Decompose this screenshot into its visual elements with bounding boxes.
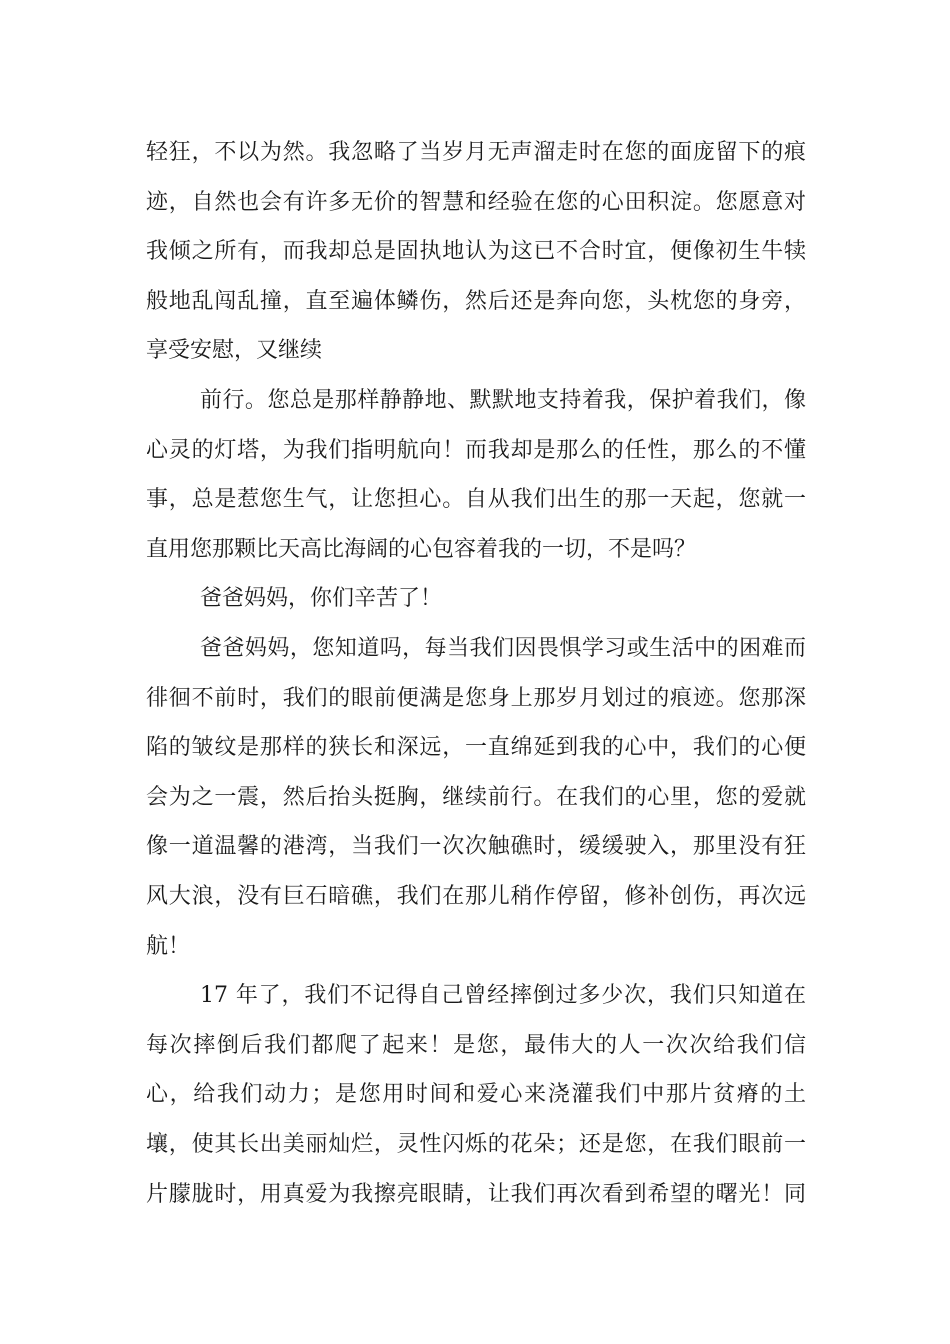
text-line: 航！: [146, 933, 191, 959]
text-line: 爸爸妈妈，你们辛苦了！: [200, 586, 443, 612]
text-line: 心灵的灯塔，为我们指明航向！而我却是那么的任性，那么的不懂: [146, 437, 806, 463]
text-line: 轻狂，不以为然。我忽略了当岁月无声溜走时在您的面庞留下的痕: [146, 140, 806, 165]
text-line: 徘徊不前时，我们的眼前便满是您身上那岁月划过的痕迹。您那深: [146, 685, 806, 711]
text-line: 心，给我们动力；是您用时间和爱心来浇灌我们中那片贫瘠的土: [146, 1082, 806, 1108]
text-line: 爸爸妈妈，您知道吗，每当我们因畏惧学习或生活中的困难而: [200, 636, 806, 661]
text-line: 迹，自然也会有许多无价的智慧和经验在您的心田积淀。您愿意对: [146, 189, 806, 215]
text-line: 事，总是惹您生气，让您担心。自从我们出生的那一天起，您就一: [146, 487, 806, 513]
text-line: 享受安慰，又继续: [146, 338, 323, 364]
text-line: 前行。您总是那样静静地、默默地支持着我，保护着我们，像: [200, 388, 806, 413]
text-line: 像一道温馨的港湾，当我们一次次触礁时，缓缓驶入，那里没有狂: [146, 834, 806, 860]
text-line: 直用您那颗比天高比海阔的心包容着我的一切，不是吗？: [146, 536, 697, 562]
text-line: 我倾之所有，而我却总是固执地认为这已不合时宜，便像初生牛犊: [146, 239, 806, 265]
text-line: 每次摔倒后我们都爬了起来！是您，最伟大的人一次次给我们信: [146, 1032, 806, 1058]
text-line: 陷的皱纹是那样的狭长和深远，一直绵延到我的心中，我们的心便: [146, 735, 806, 761]
text-line: 片朦胧时，用真爱为我擦亮眼睛，让我们再次看到希望的曙光！同: [146, 1181, 806, 1207]
text-line: 壤，使其长出美丽灿烂，灵性闪烁的花朵；还是您，在我们眼前一: [146, 1132, 806, 1157]
text-line: 般地乱闯乱撞，直至遍体鳞伤，然后还是奔向您，头枕您的身旁，: [146, 288, 806, 314]
text-line: 17 年了，我们不记得自己曾经摔倒过多少次，我们只知道在: [200, 983, 806, 1009]
text-line: 风大浪，没有巨石暗礁，我们在那儿稍作停留，修补创伤，再次远: [146, 884, 806, 909]
text-line: 会为之一震，然后抬头挺胸，继续前行。在我们的心里，您的爱就: [146, 784, 806, 810]
